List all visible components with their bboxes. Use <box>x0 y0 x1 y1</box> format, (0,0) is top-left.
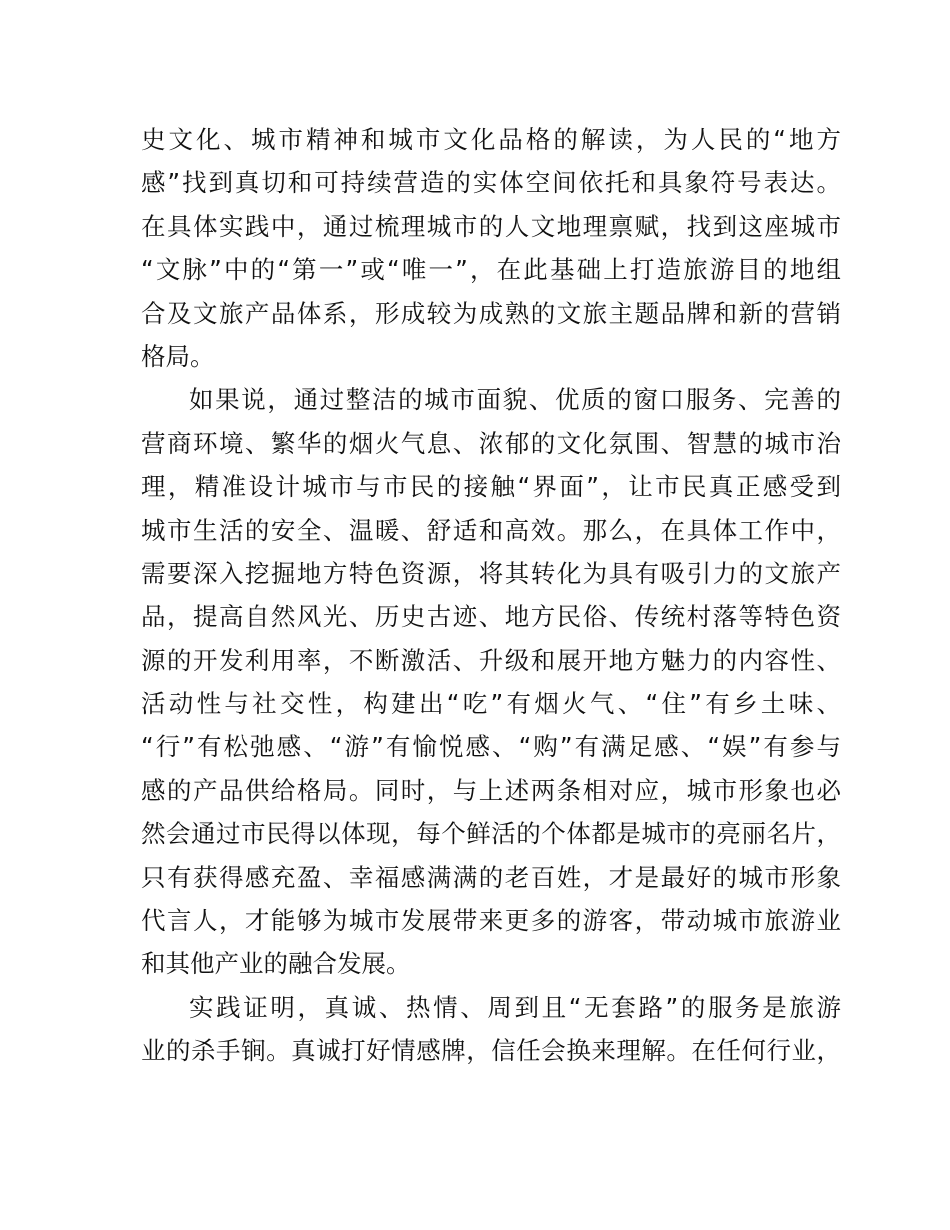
text-line: 如果说，通过整洁的城市面貌、优质的窗口服务、完善的 <box>189 385 841 415</box>
text-line: 业的杀手锏。真诚打好情感牌，信任会换来理解。在任何行业， <box>141 1036 841 1066</box>
text-line: 营商环境、繁华的烟火气息、浓郁的文化氛围、智慧的城市治 <box>141 428 841 458</box>
text-line: 理，精准设计城市与市民的接触“界面”，让市民真正感受到 <box>141 472 841 502</box>
text-line: 需要深入挖掘地方特色资源，将其转化为具有吸引力的文旅产 <box>141 558 841 588</box>
text-line: 代言人，才能够为城市发展带来更多的游客，带动城市旅游业 <box>141 906 841 936</box>
text-line: “行”有松弛感、“游”有愉悦感、“购”有满足感、“娱”有参与 <box>141 732 841 762</box>
text-line: 在具体实践中，通过梳理城市的人文地理禀赋，找到这座城市 <box>141 211 841 241</box>
text-line: 感的产品供给格局。同时，与上述两条相对应，城市形象也必 <box>141 775 841 805</box>
text-line: 实践证明，真诚、热情、周到且“无套路”的服务是旅游 <box>189 992 841 1022</box>
text-line: 源的开发利用率，不断激活、升级和展开地方魅力的内容性、 <box>141 645 841 675</box>
text-line: 合及文旅产品体系，形成较为成熟的文旅主题品牌和新的营销 <box>141 298 841 328</box>
text-line: 史文化、城市精神和城市文化品格的解读，为人民的“地方 <box>141 125 841 154</box>
text-line: 城市生活的安全、温暖、舒适和高效。那么，在具体工作中， <box>141 515 841 545</box>
text-line: 格局。 <box>141 341 215 371</box>
text-line: 活动性与社交性，构建出“吃”有烟火气、“住”有乡土味、 <box>141 689 841 719</box>
text-line: 感”找到真切和可持续营造的实体空间依托和具象符号表达。 <box>141 168 841 198</box>
text-line: 品，提高自然风光、历史古迹、地方民俗、传统村落等特色资 <box>141 602 841 632</box>
text-line: 和其他产业的融合发展。 <box>141 949 411 979</box>
text-line: 只有获得感充盈、幸福感满满的老百姓，才是最好的城市形象 <box>141 862 841 892</box>
text-line: “文脉”中的“第一”或“唯一”，在此基础上打造旅游目的地组 <box>141 255 841 285</box>
body-text <box>141 118 841 1073</box>
text-line: 然会通过市民得以体现，每个鲜活的个体都是城市的亮丽名片， <box>141 819 841 849</box>
